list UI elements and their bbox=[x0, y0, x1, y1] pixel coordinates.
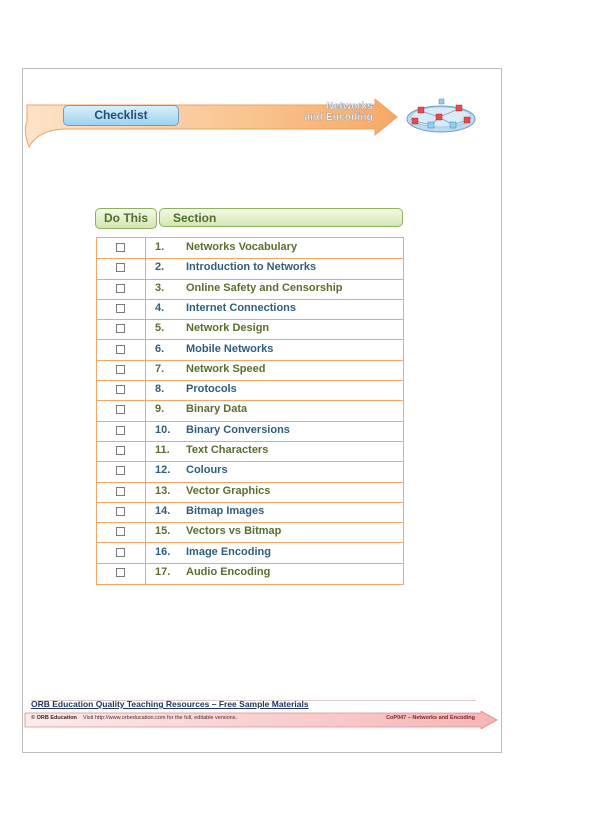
row-label: Binary Data bbox=[186, 403, 248, 416]
table-row bbox=[97, 441, 403, 462]
checkbox[interactable] bbox=[116, 385, 125, 394]
table-row bbox=[97, 299, 403, 320]
row-label: Vectors vs Bitmap bbox=[186, 525, 282, 538]
row-label: Binary Conversions bbox=[186, 423, 290, 436]
table-row bbox=[97, 461, 403, 482]
row-number: 8. bbox=[155, 383, 165, 396]
topic-line-2: and Encoding bbox=[304, 112, 373, 123]
network-diagram-icon bbox=[405, 93, 477, 139]
row-label: Online Safety and Censorship bbox=[186, 281, 343, 294]
checkbox[interactable] bbox=[116, 345, 125, 354]
checkbox[interactable] bbox=[116, 487, 125, 496]
table-row bbox=[97, 258, 403, 279]
row-label: Networks Vocabulary bbox=[186, 241, 298, 253]
checkbox[interactable] bbox=[116, 446, 125, 455]
row-number: 1. bbox=[155, 241, 165, 253]
checkbox[interactable] bbox=[116, 284, 125, 293]
checkbox[interactable] bbox=[116, 507, 125, 516]
checkbox[interactable] bbox=[116, 324, 125, 333]
row-label: Text Characters bbox=[186, 444, 269, 456]
checkbox[interactable] bbox=[116, 527, 125, 536]
product-code: CoP047 – Networks and Encoding bbox=[386, 715, 475, 721]
row-number: 3. bbox=[155, 281, 165, 294]
row-number: 11. bbox=[155, 444, 170, 456]
row-label: Network Design bbox=[186, 322, 270, 335]
row-number: 15. bbox=[155, 525, 171, 538]
table-row bbox=[97, 238, 403, 259]
checkbox[interactable] bbox=[116, 304, 125, 313]
checklist-label: Checklist bbox=[63, 105, 179, 126]
row-number: 2. bbox=[155, 261, 165, 274]
row-number: 14. bbox=[155, 504, 171, 517]
topic-line-1: Networks bbox=[326, 101, 373, 112]
table-row bbox=[97, 279, 403, 300]
copyright-text: © ORB Education bbox=[31, 715, 77, 721]
checkbox[interactable] bbox=[116, 263, 125, 272]
checkbox[interactable] bbox=[116, 365, 125, 374]
visit-text: Visit http://www.orbeducation.com for the full, editable versions. bbox=[83, 715, 238, 721]
row-label: Audio Encoding bbox=[186, 565, 271, 578]
checkbox[interactable] bbox=[116, 426, 125, 435]
row-number: 9. bbox=[155, 403, 165, 416]
row-label: Internet Connections bbox=[186, 301, 297, 314]
table-row bbox=[97, 543, 403, 564]
row-label: Network Speed bbox=[186, 362, 266, 375]
row-number: 10. bbox=[155, 423, 171, 436]
checkbox[interactable] bbox=[116, 548, 125, 557]
row-label: Introduction to Networks bbox=[186, 261, 317, 274]
footer-title[interactable]: ORB Education Quality Teaching Resources – Free Sample Materials bbox=[31, 699, 309, 709]
row-number: 5. bbox=[155, 322, 165, 335]
table-row bbox=[97, 340, 403, 361]
row-label: Colours bbox=[186, 464, 228, 477]
row-number: 16. bbox=[155, 545, 171, 558]
table-row bbox=[97, 482, 403, 503]
row-label: Image Encoding bbox=[186, 545, 271, 558]
row-label: Protocols bbox=[186, 383, 237, 396]
row-label: Vector Graphics bbox=[186, 484, 271, 497]
table-row bbox=[97, 319, 403, 340]
row-number: 6. bbox=[155, 342, 165, 355]
table-row bbox=[97, 502, 403, 523]
row-number: 4. bbox=[155, 301, 165, 314]
table-row bbox=[97, 380, 403, 401]
checkbox[interactable] bbox=[116, 405, 125, 414]
table-row bbox=[97, 522, 403, 543]
checklist-table bbox=[96, 237, 404, 585]
row-number: 7. bbox=[155, 362, 165, 375]
column-header-section: Section bbox=[159, 208, 403, 227]
footer-copyright-line bbox=[31, 715, 237, 721]
table-row bbox=[97, 563, 403, 583]
topic-title bbox=[273, 101, 373, 123]
row-label: Mobile Networks bbox=[186, 342, 274, 355]
column-header-do-this: Do This bbox=[95, 208, 157, 229]
table-row bbox=[97, 360, 403, 381]
row-number: 17. bbox=[155, 565, 171, 578]
row-label: Bitmap Images bbox=[186, 504, 265, 517]
row-number: 12. bbox=[155, 464, 171, 477]
row-number: 13. bbox=[155, 484, 171, 497]
checkbox[interactable] bbox=[116, 466, 125, 475]
table-row bbox=[97, 421, 403, 442]
worksheet-page bbox=[22, 68, 502, 753]
table-row bbox=[97, 400, 403, 421]
checkbox[interactable] bbox=[116, 568, 125, 577]
checkbox[interactable] bbox=[116, 243, 125, 252]
